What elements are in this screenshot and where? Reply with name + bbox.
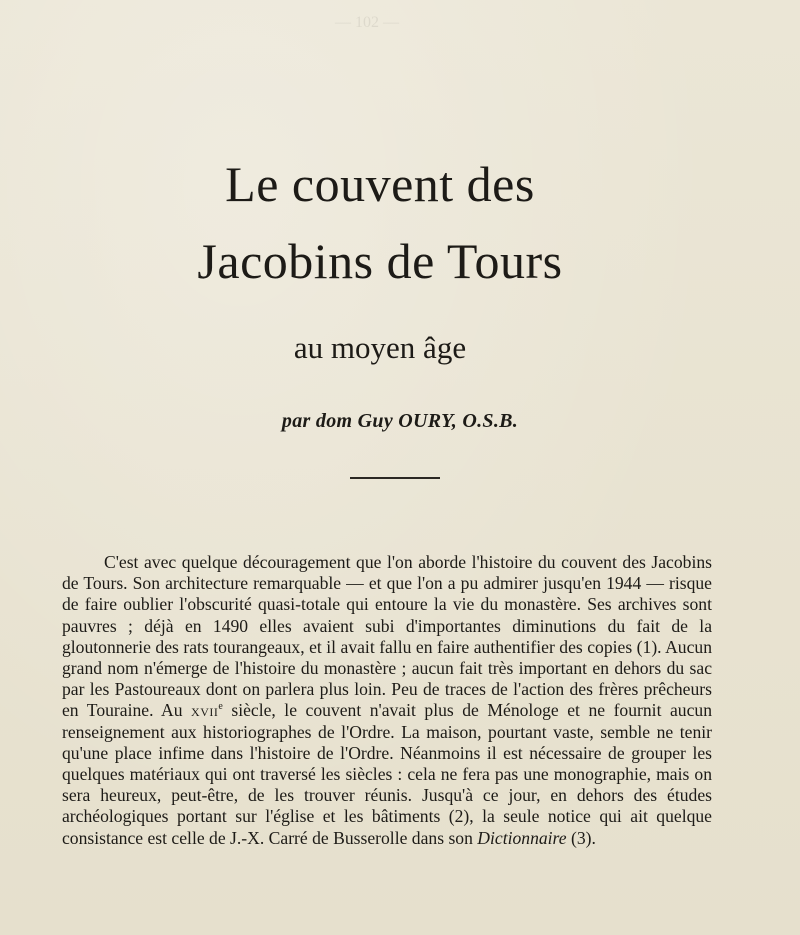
page-number: — 102 —	[335, 14, 399, 31]
body-text-part-3: (3).	[566, 827, 596, 848]
title-line-1: Le couvent des	[225, 156, 535, 212]
body-text-part-1: C'est avec quelque découragement que l'on aborde l'histoire du couvent des Jacobins de Tours. Son architecture remarquable — et que l'on a pu admirer jusqu'en 1944 — risque de faire oublier l'obscurité quasi-totale qui entoure la vie du monastère. Ses archives sont pauvres ; déjà en 1490 elles avaient subi d'importantes diminutions du fait de la gloutonnerie des rats tourangeaux, et il avait fallu en faire authentifier des copies (1). Aucun grand nom n'émerge de l'histoire du monastère ; aucun fait très important en dehors du sac par les Pastoureaux dont on parlera plus loin. Peu de traces de l'action des frères prêcheurs en Touraine. Au	[62, 552, 712, 721]
body-text-part-2: siècle, le couvent n'avait plus de Ménologe et ne fournit aucun renseignement aux historiographes de l'Ordre. La maison, pourtant vaste, semble ne tenir qu'une place infime dans l'histoire de l'Ordre. Néanmoins il est nécessaire de grouper les quelques matériaux qui ont traversé les siècles : cela ne fera pas une monographie, mais on sera heureux, peut-être, de les trouver réunis. Jusqu'à ce jour, en dehors des études archéologiques portant sur l'église et les bâtiments (2), la seule notice qui ait quelque consistance est celle de J.-X. Carré de Busserolle dans son	[62, 700, 712, 848]
dictionary-title: Dictionnaire	[477, 827, 567, 848]
divider-rule	[350, 477, 440, 479]
subtitle: au moyen âge	[293, 330, 467, 365]
century-superscript: e	[218, 701, 223, 713]
century-numeral: xvii	[191, 700, 219, 721]
title-line-2: Jacobins de Tours	[197, 233, 563, 289]
body-paragraph	[62, 552, 712, 849]
byline: par dom Guy OURY, O.S.B.	[281, 410, 519, 432]
